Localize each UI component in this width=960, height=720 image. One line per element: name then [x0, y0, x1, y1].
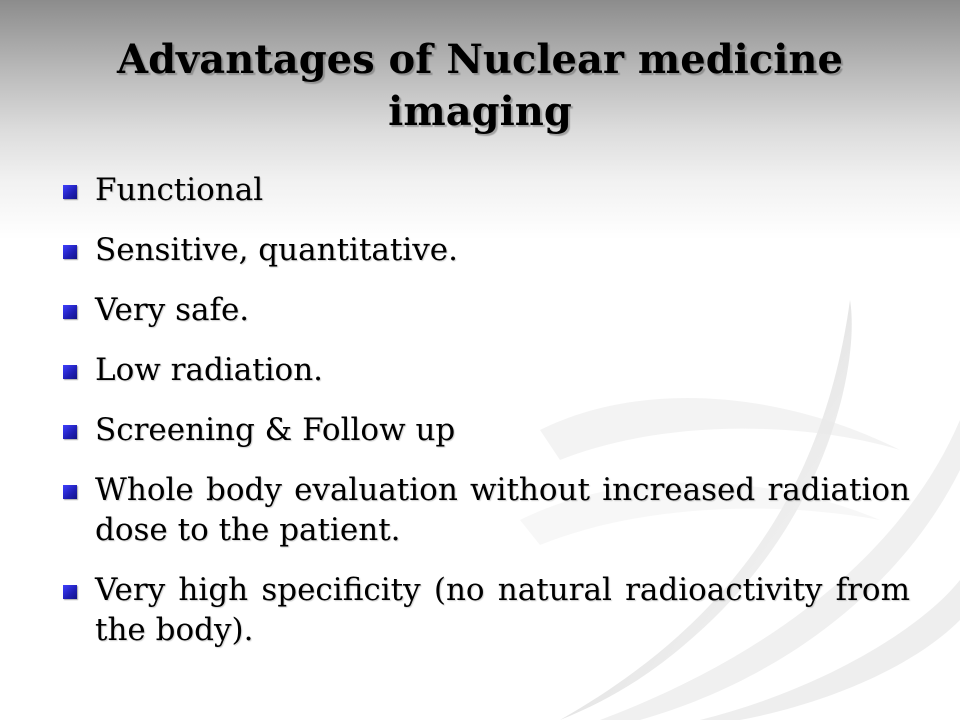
bullet-text: Functional [95, 172, 264, 208]
square-bullet-icon [63, 245, 77, 259]
bullet-text: Whole body evaluation without increased radiation dose to the patient. [95, 472, 910, 548]
bullet-item [60, 350, 910, 390]
bullet-item [60, 290, 910, 330]
square-bullet-icon [63, 305, 77, 319]
bullet-text: Very safe. [95, 292, 250, 328]
bullet-item [60, 570, 910, 650]
bullet-item [60, 470, 910, 550]
bullet-text: Screening & Follow up [95, 412, 456, 448]
bullet-item [60, 230, 910, 270]
bullet-text: Low radiation. [95, 352, 324, 388]
bullet-text: Very high specificity (no natural radioactivity from the body). [95, 572, 910, 648]
square-bullet-icon [63, 585, 77, 599]
bullet-list [60, 170, 910, 670]
square-bullet-icon [63, 425, 77, 439]
square-bullet-icon [63, 485, 77, 499]
square-bullet-icon [63, 185, 77, 199]
square-bullet-icon [63, 365, 77, 379]
bullet-item [60, 410, 910, 450]
slide-title: Advantages of Nuclear medicine imaging [117, 36, 843, 135]
bullet-item [60, 170, 910, 210]
bullet-text: Sensitive, quantitative. [95, 232, 458, 268]
